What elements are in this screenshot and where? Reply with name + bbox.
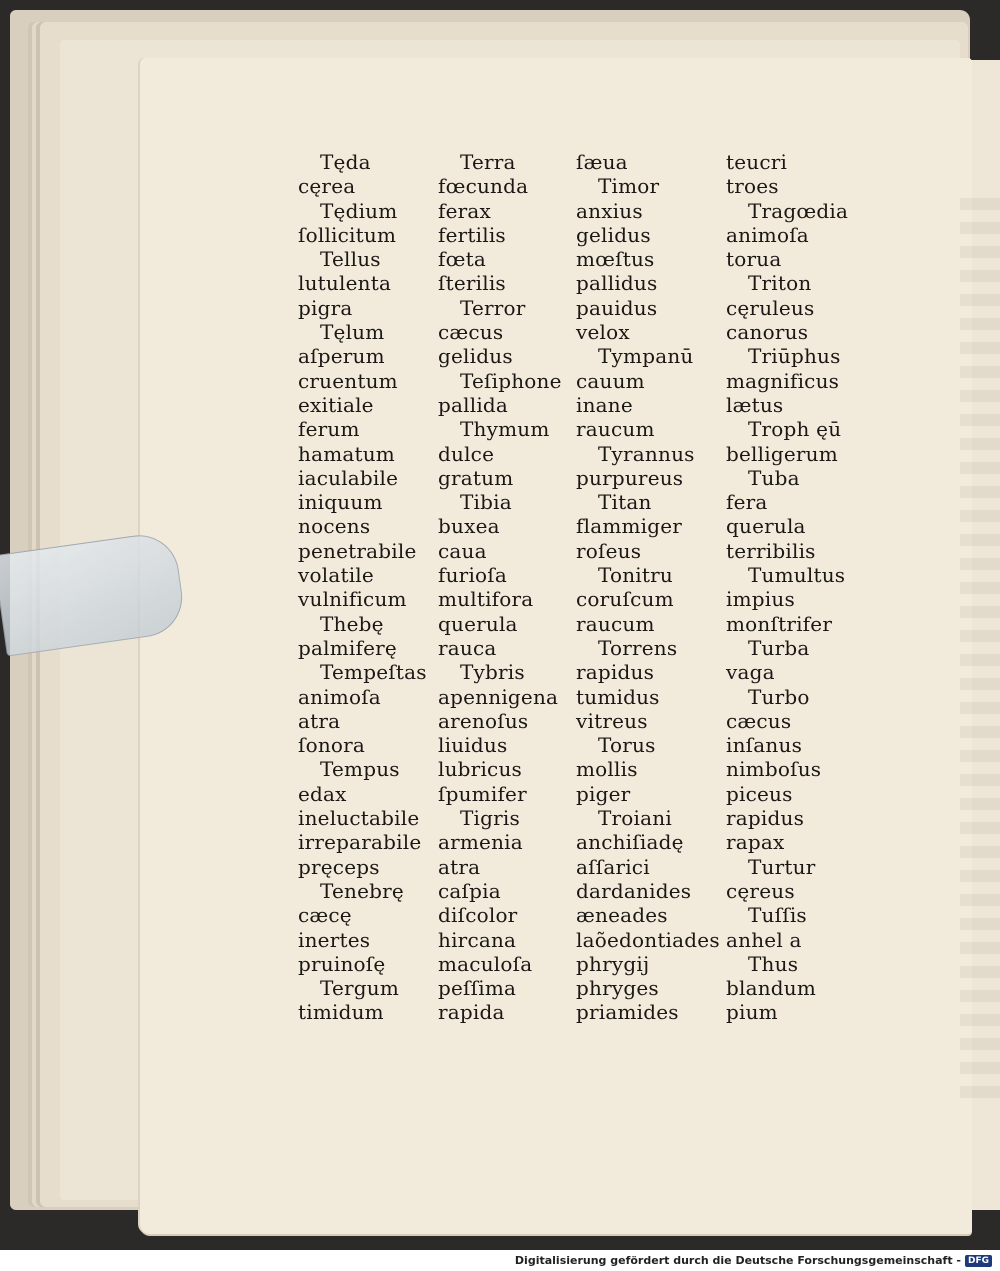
epithet: iniquum xyxy=(298,490,383,515)
epithet: raucum xyxy=(576,417,655,442)
epithet: hamatum xyxy=(298,441,395,466)
headword: Triton xyxy=(748,271,812,296)
headword: Thymum xyxy=(460,417,550,442)
headword: Thebę xyxy=(320,611,384,636)
epithet: volatile xyxy=(298,563,374,588)
epithet: buxea xyxy=(438,514,500,539)
headword: Tędium xyxy=(320,198,398,223)
headword: Tempeſtas xyxy=(320,660,427,685)
epithet: phryges xyxy=(576,976,659,1001)
epithet: ſpumifer xyxy=(438,781,527,806)
epithet: edax xyxy=(298,781,347,806)
epithet: lubricus xyxy=(438,757,522,782)
epithet: rapida xyxy=(438,1000,505,1025)
epithet: mollis xyxy=(576,757,638,782)
epithet: fœta xyxy=(438,247,486,272)
epithet: roſeus xyxy=(576,538,642,563)
epithet: monſtrifer xyxy=(726,611,833,636)
epithet: fertilis xyxy=(438,222,506,247)
epithet: caua xyxy=(438,538,487,563)
epithet: palmiferę xyxy=(298,635,397,660)
epithet: anchiſiadę xyxy=(576,830,684,855)
epithet: ſollicitum xyxy=(298,222,397,247)
headword: Tęda xyxy=(320,150,371,174)
epithet: lætus xyxy=(726,392,784,417)
headword: Timor xyxy=(598,174,660,199)
headword: Tybris xyxy=(460,660,525,685)
epithet: cauum xyxy=(576,368,645,393)
epithet: rauca xyxy=(438,635,497,660)
headword: Tyrannus xyxy=(598,441,695,466)
epithet: gelidus xyxy=(576,222,651,247)
epithet: tumidus xyxy=(576,684,660,709)
word-column-1 xyxy=(298,150,427,1025)
epithet: atra xyxy=(298,708,341,733)
epithet: penetrabile xyxy=(298,538,417,563)
headword: Tumultus xyxy=(748,563,846,588)
epithet: caſpia xyxy=(438,878,501,903)
epithet: diſcolor xyxy=(438,903,518,928)
epithet: teucri xyxy=(726,150,788,174)
headword: Turtur xyxy=(748,854,816,879)
epithet: timidum xyxy=(298,1000,384,1025)
headword: Thus xyxy=(748,951,799,976)
headword: Tigris xyxy=(460,806,520,831)
epithet: torua xyxy=(726,247,782,272)
headword: Turbo xyxy=(748,684,810,709)
epithet: apennigena xyxy=(438,684,559,709)
headword: Tympanū xyxy=(598,344,694,369)
epithet: raucum xyxy=(576,611,655,636)
headword: Turba xyxy=(748,635,810,660)
epithet: liuidus xyxy=(438,733,508,758)
epithet: ferum xyxy=(298,417,360,442)
epithet: cæcus xyxy=(726,708,792,733)
epithet: flammiger xyxy=(576,514,683,539)
epithet: rapax xyxy=(726,830,785,855)
epithet: cæcę xyxy=(298,903,352,928)
epithet: arenoſus xyxy=(438,708,529,733)
epithet: dulce xyxy=(438,441,495,466)
footer-bar xyxy=(0,1250,1000,1271)
epithet: terribilis xyxy=(726,538,816,563)
word-column-4 xyxy=(726,150,848,1025)
epithet: pallidus xyxy=(576,271,658,296)
headword: Tęlum xyxy=(320,320,385,345)
word-column-2 xyxy=(438,150,562,1025)
epithet: laõedontiades xyxy=(576,927,720,952)
epithet: blandum xyxy=(726,976,817,1001)
epithet: furioſa xyxy=(438,563,508,588)
headword: Troph ęū xyxy=(748,417,842,442)
epithet: cruentum xyxy=(298,368,398,393)
epithet: fera xyxy=(726,490,768,515)
epithet: ſonora xyxy=(298,733,366,758)
epithet: gelidus xyxy=(438,344,513,369)
epithet: querula xyxy=(726,514,806,539)
epithet: pallida xyxy=(438,392,509,417)
epithet: atra xyxy=(438,854,481,879)
epithet: ſterilis xyxy=(438,271,506,296)
epithet: armenia xyxy=(438,830,523,855)
epithet: vitreus xyxy=(576,708,648,733)
epithet: vaga xyxy=(726,660,775,685)
epithet: ineluctabile xyxy=(298,806,420,831)
epithet: pigra xyxy=(298,295,353,320)
epithet: querula xyxy=(438,611,518,636)
epithet: phrygij xyxy=(576,951,650,976)
epithet: ſæua xyxy=(576,150,628,174)
epithet: belligerum xyxy=(726,441,838,466)
headword: Tragœdia xyxy=(748,198,849,223)
epithet: rapidus xyxy=(576,660,655,685)
word-column-3 xyxy=(576,150,720,1025)
epithet: inane xyxy=(576,392,633,417)
epithet: pauidus xyxy=(576,295,658,320)
headword: Torus xyxy=(598,733,656,758)
epithet: pręceps xyxy=(298,854,380,879)
epithet: maculoſa xyxy=(438,951,533,976)
headword: Tempus xyxy=(320,757,400,782)
headword: Titan xyxy=(598,490,652,515)
headword: Tergum xyxy=(320,976,400,1001)
epithet: ferax xyxy=(438,198,492,223)
headword: Teſiphone xyxy=(460,368,562,393)
headword: Troiani xyxy=(598,806,672,831)
epithet: anxius xyxy=(576,198,643,223)
epithet: nimboſus xyxy=(726,757,822,782)
epithet: aſſarici xyxy=(576,854,650,879)
epithet: multifora xyxy=(438,587,534,612)
epithet: priamides xyxy=(576,1000,679,1025)
headword: Tibia xyxy=(460,490,512,515)
epithet: troes xyxy=(726,174,779,199)
epithet: animoſa xyxy=(298,684,381,709)
epithet: pruinoſę xyxy=(298,951,386,976)
epithet: canorus xyxy=(726,320,809,345)
epithet: cęreus xyxy=(726,878,795,903)
headword: Tellus xyxy=(320,247,381,272)
epithet: rapidus xyxy=(726,806,805,831)
dfg-logo: DFG xyxy=(965,1255,992,1267)
epithet: cęruleus xyxy=(726,295,815,320)
epithet: purpureus xyxy=(576,465,684,490)
epithet: exitiale xyxy=(298,392,374,417)
headword: Terror xyxy=(460,295,526,320)
epithet: inſanus xyxy=(726,733,803,758)
epithet: æneades xyxy=(576,903,668,928)
epithet: animoſa xyxy=(726,222,809,247)
headword: Tuba xyxy=(748,465,800,490)
epithet: iaculabile xyxy=(298,465,399,490)
headword: Tenebrę xyxy=(320,878,404,903)
epithet: hircana xyxy=(438,927,517,952)
epithet: aſperum xyxy=(298,344,385,369)
footer-credit: Digitalisierung gefördert durch die Deutsche Forschungsgemeinschaft - xyxy=(514,1254,961,1267)
epithet: fœcunda xyxy=(438,174,529,199)
epithet: inertes xyxy=(298,927,371,952)
epithet: velox xyxy=(576,320,630,345)
epithet: dardanides xyxy=(576,878,692,903)
epithet: peſſima xyxy=(438,976,517,1001)
bleed-through-text xyxy=(960,198,1000,1098)
epithet: irreparabile xyxy=(298,830,422,855)
epithet: magnificus xyxy=(726,368,840,393)
epithet: nocens xyxy=(298,514,371,539)
headword: Torrens xyxy=(598,635,678,660)
epithet: cęrea xyxy=(298,174,356,199)
epithet: lutulenta xyxy=(298,271,392,296)
epithet: anhel a xyxy=(726,927,802,952)
headword: Terra xyxy=(460,150,516,174)
epithet: impius xyxy=(726,587,795,612)
epithet: vulnificum xyxy=(298,587,407,612)
epithet: pium xyxy=(726,1000,778,1025)
epithet: piger xyxy=(576,781,631,806)
epithet: piceus xyxy=(726,781,793,806)
headword: Tonitru xyxy=(598,563,673,588)
epithet: mœſtus xyxy=(576,247,655,272)
headword: Triūphus xyxy=(748,344,841,369)
epithet: gratum xyxy=(438,465,514,490)
headword: Tuſſis xyxy=(748,903,807,928)
epithet: cæcus xyxy=(438,320,504,345)
epithet: coruſcum xyxy=(576,587,674,612)
